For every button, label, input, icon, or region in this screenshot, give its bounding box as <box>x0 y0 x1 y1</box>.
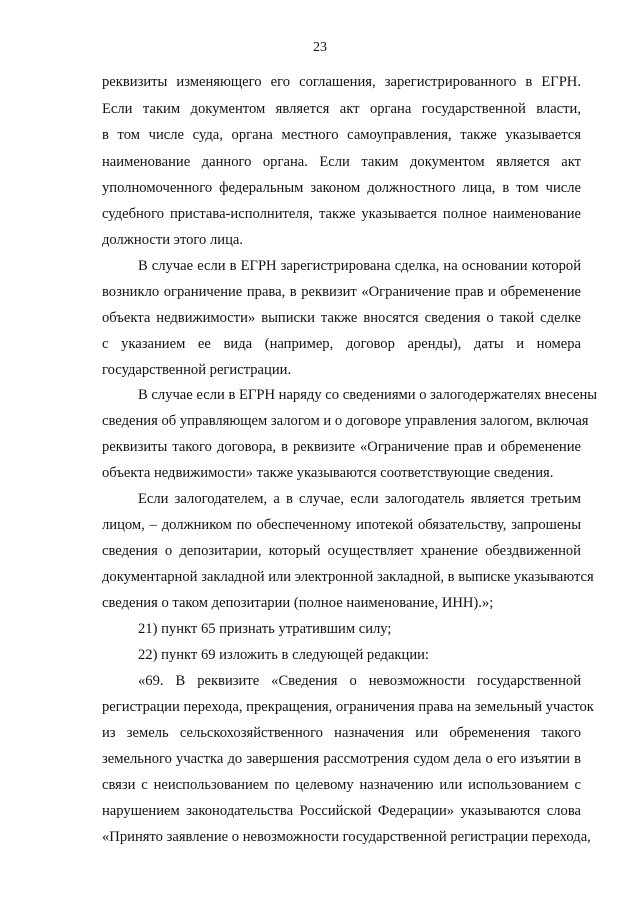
text-line: В случае если в ЕГРН наряду со сведениями о залогодержателях внесены <box>138 387 598 403</box>
text-line: объекта недвижимости» также указываются соответствующие сведения. <box>102 465 554 481</box>
text-line: должности этого лица. <box>102 232 244 248</box>
text-line: реквизиты такого договора, в реквизите «Ограничение прав и обременение <box>102 439 581 455</box>
list-item: 22) пункт 69 изложить в следующей редакции: <box>138 647 429 663</box>
text-line: из земель сельскохозяйственного назначения или обременения такого <box>102 725 581 741</box>
text-line: сведения о депозитарии, который осуществляет хранение обездвиженной <box>102 543 581 559</box>
text-line: с указанием ее вида (например, договор аренды), даты и номера <box>102 336 581 352</box>
text-line: «Принято заявление о невозможности государственной регистрации перехода, <box>102 829 591 845</box>
text-line: возникло ограничение права, в реквизит «Ограничение прав и обременение <box>102 284 581 300</box>
text-line: нарушением законодательства Российской Федерации» указываются слова <box>102 803 581 819</box>
text-line: лицом, – должником по обеспеченному ипотекой обязательству, запрошены <box>102 517 581 533</box>
text-line: регистрации перехода, прекращения, ограничения права на земельный участок <box>102 699 594 715</box>
text-line: «69. В реквизите «Сведения о невозможности государственной <box>138 673 581 689</box>
text-line: Если таким документом является акт органа государственной власти, <box>102 101 581 117</box>
text-line: связи с неиспользованием по целевому назначению или использованием с <box>102 777 581 793</box>
text-line: сведения об управляющем залогом и о договоре управления залогом, включая <box>102 413 589 429</box>
text-line: объекта недвижимости» выписки также вносятся сведения о такой сделке <box>102 310 581 326</box>
text-line: В случае если в ЕГРН зарегистрирована сделка, на основании которой <box>138 258 581 274</box>
text-line: государственной регистрации. <box>102 362 292 378</box>
text-line: земельного участка до завершения рассмотрения судом дела о его изъятии в <box>102 751 581 767</box>
text-line: наименование данного органа. Если таким документом является акт <box>102 154 581 170</box>
text-line: реквизиты изменяющего его соглашения, зарегистрированного в ЕГРН. <box>102 74 581 90</box>
text-line: уполномоченного федеральным законом должностного лица, в том числе <box>102 180 581 196</box>
list-item: 21) пункт 65 признать утратившим силу; <box>138 621 392 637</box>
text-line: в том числе суда, органа местного самоуправления, также указывается <box>102 127 581 143</box>
text-line: Если залогодателем, а в случае, если залогодатель является третьим <box>138 491 581 507</box>
text-line: сведения о таком депозитарии (полное наименование, ИНН).»; <box>102 595 494 611</box>
text-line: судебного пристава-исполнителя, также указывается полное наименование <box>102 206 581 222</box>
page-number: 23 <box>313 40 327 55</box>
text-line: документарной закладной или электронной закладной, в выписке указываются <box>102 569 594 585</box>
